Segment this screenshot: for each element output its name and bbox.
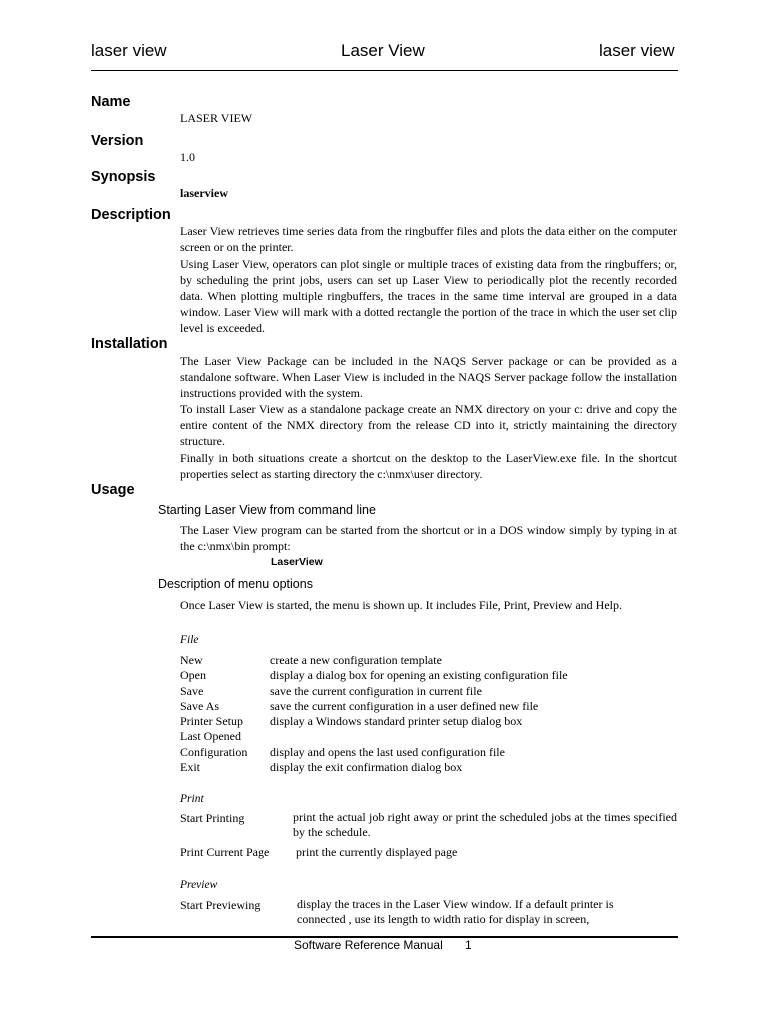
print-item-start-printing-name: Start Printing <box>180 811 245 825</box>
menu-item-description: create a new configuration template <box>270 653 442 667</box>
name-heading: Name <box>91 94 131 110</box>
installation-paragraph-1: The Laser View Package can be included in the NAQS Server package or can be provided as a standalone software. When Laser View is included in the NAQS Server package follow the installation instructions provided with the system. <box>180 354 677 400</box>
file-menu-title: File <box>180 634 199 646</box>
usage-subheading-command-line: Starting Laser View from command line <box>158 503 376 517</box>
synopsis-text: laserview <box>180 186 228 200</box>
header-left: laser view <box>91 41 167 60</box>
print-item-current-page-name: Print Current Page <box>180 845 270 859</box>
usage-paragraph-1: The Laser View program can be started from the shortcut or in a DOS window simply by typing in at the c:\nmx\bin prompt: <box>180 523 677 553</box>
menu-item-name: Open <box>180 668 206 682</box>
version-heading: Version <box>91 133 144 149</box>
installation-paragraph-3: Finally in both situations create a shortcut on the desktop to the LaserView.exe file. In the shortcut properties select as starting directory the c:\nmx\user directory. <box>180 451 677 481</box>
footer-page-number: 1 <box>465 938 472 952</box>
menu-item-description: save the current configuration in a user defined new file <box>270 699 539 713</box>
menu-item-name: Configuration <box>180 745 248 759</box>
header-center: Laser View <box>341 41 425 60</box>
synopsis-heading: Synopsis <box>91 169 156 185</box>
print-menu-title: Print <box>180 793 204 805</box>
menu-item-name: Printer Setup <box>180 714 243 728</box>
menu-item-description: display a Windows standard printer setup dialog box <box>270 714 523 728</box>
usage-subheading-menu-options: Description of menu options <box>158 577 313 591</box>
menu-item-name: Save As <box>180 699 219 713</box>
footer-title: Software Reference Manual <box>294 938 443 952</box>
menu-item-name: Last Opened <box>180 729 241 743</box>
print-item-current-page-description: print the currently displayed page <box>296 845 458 859</box>
description-heading: Description <box>91 207 171 223</box>
menu-item-description: display and opens the last used configuration file <box>270 745 505 759</box>
installation-heading: Installation <box>91 336 168 352</box>
menu-item-name: New <box>180 653 203 667</box>
menu-item-name: Save <box>180 684 204 698</box>
header-divider <box>91 70 678 71</box>
print-item-start-printing-description: print the actual job right away or print the scheduled jobs at the times specified by the schedule. <box>293 810 677 839</box>
preview-menu-title: Preview <box>180 879 218 891</box>
menu-item-description: display the exit confirmation dialog box <box>270 760 463 774</box>
menu-item-description: display a dialog box for opening an existing configuration file <box>270 668 568 682</box>
preview-item-start-previewing-name: Start Previewing <box>180 898 261 912</box>
name-text: LASER VIEW <box>180 111 253 125</box>
installation-paragraph-2: To install Laser View as a standalone package create an NMX directory on your c: drive and copy the entire content of the NMX directory from the release CD into it, strictly maintaining the directory structure. <box>180 402 677 448</box>
menu-item-name: Exit <box>180 760 200 774</box>
preview-item-start-previewing-description: display the traces in the Laser View window. If a default printer is connected , use its length to width ratio for display in screen, <box>297 897 614 926</box>
menu-item-description: save the current configuration in current file <box>270 684 482 698</box>
usage-heading: Usage <box>91 482 135 498</box>
usage-command: LaserView <box>271 556 323 568</box>
description-paragraph-2: Using Laser View, operators can plot single or multiple traces of existing data from the ringbuffers; or, by scheduling the print jobs, users can set up Laser View to periodically plot the recently recorded data. When plotting multiple ringbuffers, the traces in the same time interval are grouped in a data window. Laser View will mark with a dotted rectangle the portion of the trace in which the user set clip level is exceeded. <box>180 257 677 335</box>
description-paragraph-1: Laser View retrieves time series data from the ringbuffer files and plots the data either on the computer screen or on the printer. <box>180 224 677 254</box>
version-text: 1.0 <box>180 150 195 164</box>
header-right: laser view <box>599 41 675 60</box>
usage-paragraph-2: Once Laser View is started, the menu is shown up. It includes File, Print, Preview and Help. <box>180 598 622 612</box>
